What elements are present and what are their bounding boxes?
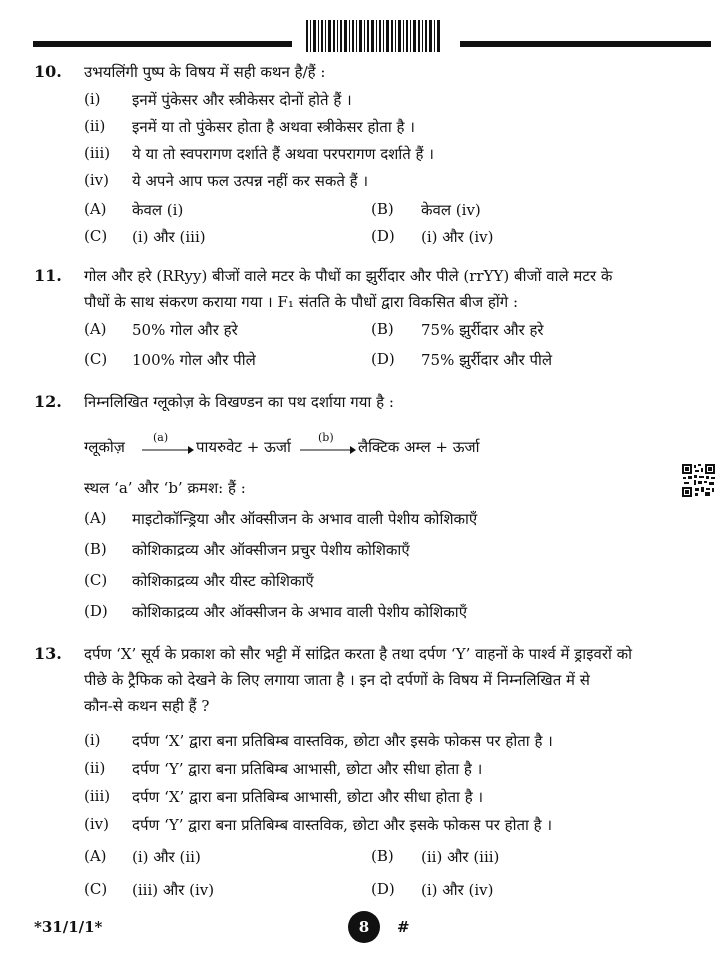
header-rule-right [460,41,711,47]
q10-option-label: (C) [84,227,108,245]
q12-option-c[interactable]: कोशिकाद्रव्य और यीस्ट कोशिकाएँ [132,572,314,590]
q10-number: 10. [34,62,62,81]
q12-option-label: (B) [84,540,107,558]
paper-code: *31/1/1* [34,918,103,936]
q10-stem: उभयलिंगी पुष्प के विषय में सही कथन है/हैं : [84,63,326,81]
q13-statement-label: (ii) [84,759,106,777]
q10-option-label: (D) [371,227,395,245]
q13-option-label: (A) [84,847,107,865]
q10-option-b[interactable]: केवल (iv) [421,201,481,219]
pathway-start: ग्लूकोज़ [84,438,125,456]
barcode-icon [306,20,440,52]
q13-statement-label: (i) [84,731,101,749]
q12-option-b[interactable]: कोशिकाद्रव्य और ऑक्सीजन प्रचुर पेशीय कोशिकाएँ [132,541,410,559]
q13-option-label: (D) [371,880,395,898]
q10-statement-label: (ii) [84,117,106,135]
arrow-label-a: (a) [153,431,169,444]
q12-number: 12. [34,392,62,411]
q13-statement-text: दर्पण ‘X’ द्वारा बना प्रतिबिम्ब वास्तविक, छोटा और इसके फोकस पर होता है । [132,732,553,750]
q13-option-label: (B) [371,847,394,865]
q12-option-label: (A) [84,509,107,527]
q13-statement-text: दर्पण ‘X’ द्वारा बना प्रतिबिम्ब आभासी, छोटा और सीधा होता है । [132,788,484,806]
q11-stem-line: गोल और हरे (RRyy) बीजों वाले मटर के पौधों का झुर्रीदार और पीले (rrYY) बीजों वाले मटर के [84,267,613,285]
right-arrow-icon [142,445,194,455]
q10-statement-text: इनमें पुंकेसर और स्त्रीकेसर दोनों होते हैं । [132,91,352,109]
arrow-label-b: (b) [318,431,334,444]
right-arrow-icon [300,445,356,455]
q13-statement-label: (iii) [84,787,111,805]
q10-option-a[interactable]: केवल (i) [132,201,184,219]
q13-option-c[interactable]: (iii) और (iv) [132,881,215,899]
q11-option-a[interactable]: 50% गोल और हरे [132,321,238,339]
q12-question: स्थल ‘a’ और ‘b’ क्रमश: हैं : [84,479,246,497]
q11-option-c[interactable]: 100% गोल और पीले [132,351,256,369]
q10-option-label: (B) [371,200,394,218]
q10-statement-text: इनमें या तो पुंकेसर होता है अथवा स्त्रीकेसर होता है । [132,118,415,136]
q11-option-d[interactable]: 75% झुर्रीदार और पीले [421,351,553,369]
q12-option-a[interactable]: माइटोकॉन्ड्रिया और ऑक्सीजन के अभाव वाली पेशीय कोशिकाएँ [132,510,478,528]
q11-number: 11. [34,266,62,285]
q13-option-label: (C) [84,880,108,898]
q13-number: 13. [34,644,62,663]
q10-statement-label: (iii) [84,144,111,162]
q12-stem: निम्नलिखित ग्लूकोज़ के विखण्डन का पथ दर्शाया गया है : [84,393,394,411]
q11-option-label: (B) [371,320,394,338]
hash-mark: # [397,918,410,936]
q10-statement-text: ये अपने आप फल उत्पन्न नहीं कर सकते हैं । [132,172,369,190]
qr-code-icon [681,463,716,498]
q10-option-c[interactable]: (i) और (iii) [132,228,206,246]
q12-option-label: (C) [84,571,108,589]
q10-option-label: (A) [84,200,107,218]
q13-option-a[interactable]: (i) और (ii) [132,848,201,866]
q13-statement-label: (iv) [84,815,109,833]
q10-option-d[interactable]: (i) और (iv) [421,228,494,246]
q10-statement-label: (i) [84,90,101,108]
q13-option-b[interactable]: (ii) और (iii) [421,848,500,866]
q10-statement-label: (iv) [84,171,109,189]
q10-statement-text: ये या तो स्वपरागण दर्शाते हैं अथवा परपरागण दर्शाते हैं । [132,145,434,163]
q11-stem-line: पौधों के साथ संकरण कराया गया । F₁ संतति के पौधों द्वारा विकसित बीज होंगे : [84,293,519,311]
q13-statement-text: दर्पण ‘Y’ द्वारा बना प्रतिबिम्ब आभासी, छोटा और सीधा होता है । [132,760,483,778]
q13-stem-line: कौन-से कथन सही हैं ? [84,697,210,715]
pathway-end: लैक्टिक अम्ल + ऊर्जा [358,438,480,456]
q11-option-label: (D) [371,350,395,368]
q13-option-d[interactable]: (i) और (iv) [421,881,494,899]
header-rule-left [33,41,292,47]
q11-option-b[interactable]: 75% झुर्रीदार और हरे [421,321,544,339]
q11-option-label: (C) [84,350,108,368]
q12-option-label: (D) [84,602,108,620]
pathway-middle: पायरुवेट + ऊर्जा [196,438,291,456]
q13-stem-line: दर्पण ‘X’ सूर्य के प्रकाश को सौर भट्टी में सांद्रित करता है तथा दर्पण ‘Y’ वाहनों के पार्श्व में ड्राइवरों को [84,645,633,663]
q13-stem-line: पीछे के ट्रैफिक को देखने के लिए लगाया जाता है । इन दो दर्पणों के विषय में निम्नलिखित में से [84,671,590,689]
page-number-badge: 8 [348,911,380,943]
q13-statement-text: दर्पण ‘Y’ द्वारा बना प्रतिबिम्ब वास्तविक, छोटा और इसके फोकस पर होता है । [132,816,553,834]
q12-option-d[interactable]: कोशिकाद्रव्य और ऑक्सीजन के अभाव वाली पेशीय कोशिकाएँ [132,603,467,621]
q11-option-label: (A) [84,320,107,338]
